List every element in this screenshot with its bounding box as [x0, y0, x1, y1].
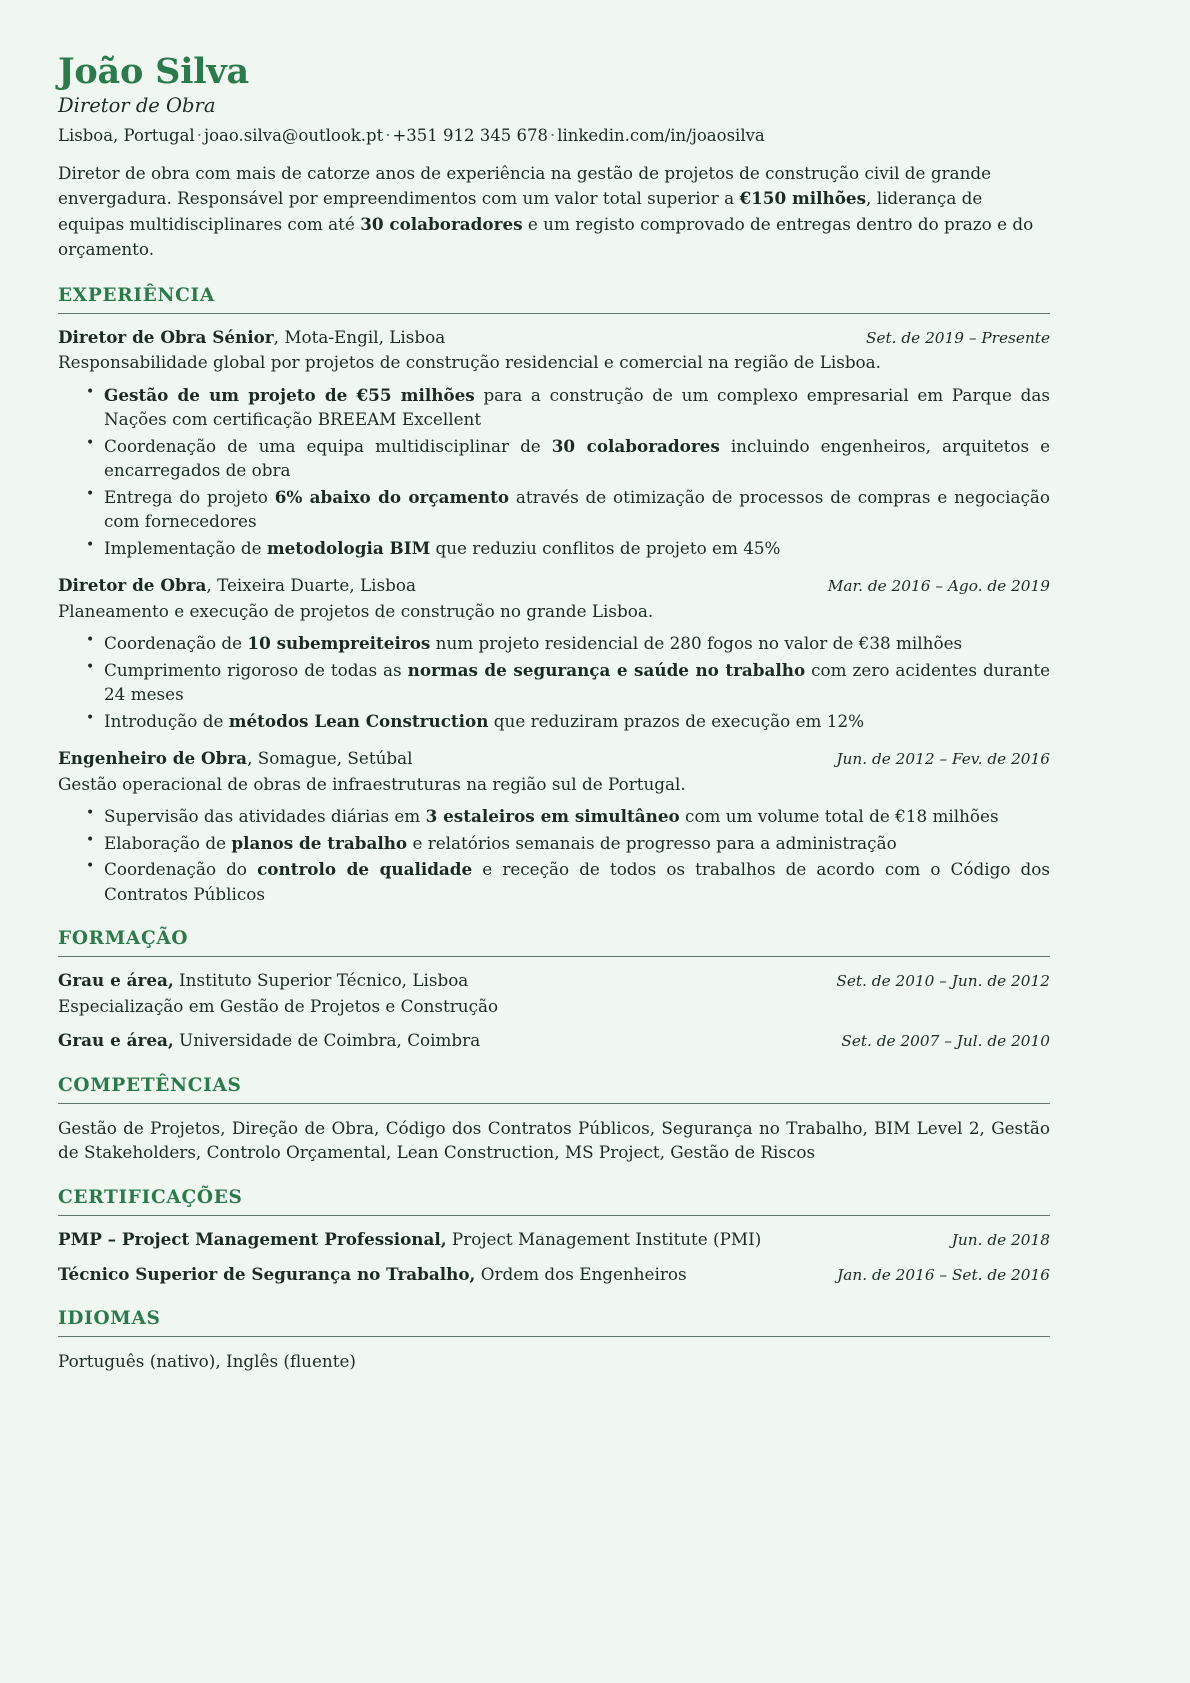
- entry-head: [58, 1029, 1050, 1053]
- list-item: [86, 631, 1050, 656]
- entry-date: Mar. de 2016 – Ago. de 2019: [827, 577, 1050, 596]
- certification-issuer: Project Management Institute (PMI): [446, 1229, 762, 1250]
- entry-head: [58, 1263, 1050, 1287]
- contact-email[interactable]: joao.silva@outlook.pt: [203, 125, 384, 145]
- contact-location: Lisboa, Portugal: [58, 125, 195, 145]
- entry-heading: [58, 1228, 936, 1252]
- section-title-education: FORMAÇÃO: [58, 928, 189, 950]
- bullet-highlight: 3 estaleiros em simultâneo: [425, 806, 680, 827]
- section-title-certifications: CERTIFICAÇÕES: [58, 1187, 243, 1209]
- entry-bullet-list: [58, 804, 1050, 906]
- bullet-post: com um volume total de €18 milhões: [679, 806, 999, 827]
- bullet-highlight: métodos Lean Construction: [228, 710, 489, 731]
- section-rule-languages: [58, 1336, 1050, 1337]
- bullet-highlight: 6% abaixo do orçamento: [274, 486, 510, 507]
- entry-summary: Especialização em Gestão de Projetos e Construção: [58, 995, 499, 1016]
- entry-bullet-list: [58, 383, 1050, 561]
- bullet-pre: Elaboração de: [104, 832, 232, 853]
- entry-heading: [58, 1029, 825, 1053]
- summary-text-1: Diretor de obra com mais de catorze anos de experiência na gestão de projetos de construção civil de grande envergadura. Responsável por empreendimentos com um valor total superior a: [58, 162, 992, 209]
- education-entry: [58, 969, 1050, 1018]
- experience-entry: [58, 574, 1050, 733]
- entry-heading: [58, 969, 820, 993]
- bullet-pre: Entrega do projeto: [104, 486, 275, 507]
- section-title-languages: IDIOMAS: [58, 1308, 161, 1330]
- bullet-highlight: controlo de qualidade: [257, 859, 473, 880]
- entry-head: [58, 574, 1050, 598]
- bullet-post: incluindo engenheiros, arquitetos e encarregados de obra: [104, 435, 1051, 481]
- bullet-pre: Cumprimento rigoroso de todas as: [104, 659, 408, 680]
- entry-heading: [58, 574, 812, 598]
- bullet-highlight: Gestão de um projeto de €55 milhões: [104, 384, 475, 405]
- summary-highlight-2: 30 colaboradores: [360, 213, 523, 234]
- bullet-pre: Coordenação do: [104, 859, 258, 880]
- entry-role: Diretor de Obra Sénior: [58, 326, 274, 347]
- section-rule-experience: [58, 313, 1050, 314]
- bullet-post: através de otimização de processos de compras e negociação com fornecedores: [104, 486, 1050, 532]
- summary-highlight-1: €150 milhões: [739, 188, 867, 209]
- list-item: [86, 536, 1050, 561]
- entry-summary: Planeamento e execução de projetos de construção no grande Lisboa.: [58, 600, 654, 621]
- entry-bullet-list: [58, 631, 1050, 733]
- professional-summary: [58, 161, 1050, 263]
- entry-heading: [58, 326, 850, 350]
- entry-org: , Mota-Engil, Lisboa: [273, 326, 446, 347]
- list-item: [86, 857, 1050, 906]
- bullet-post: com zero acidentes durante 24 meses: [104, 659, 1051, 705]
- entry-summary: Responsabilidade global por projetos de construção residencial e comercial na região de Lisboa.: [58, 352, 882, 373]
- bullet-pre: Coordenação de: [104, 633, 248, 654]
- entry-role: Diretor de Obra: [58, 575, 207, 596]
- entry-date: Set. de 2019 – Presente: [865, 328, 1050, 347]
- summary-text-3: e um registo comprovado de entregas dentro do prazo e do orçamento.: [58, 213, 1034, 260]
- section-skills: [58, 1075, 1050, 1166]
- bullet-post: para a construção de um complexo empresarial em Parque das Nações com certificação BREEAM Excellent: [104, 384, 1050, 430]
- bullet-post: num projeto residencial de 280 fogos no valor de €38 milhões: [430, 633, 963, 654]
- resume-content: [58, 52, 1050, 1374]
- section-rule-skills: [58, 1103, 1050, 1104]
- entry-date: Jan. de 2016 – Set. de 2016: [837, 1265, 1050, 1284]
- list-item: [86, 658, 1050, 707]
- bullet-pre: Supervisão das atividades diárias em: [104, 806, 426, 827]
- entry-head: [58, 1228, 1050, 1252]
- contact-linkedin[interactable]: linkedin.com/in/joaosilva: [557, 125, 765, 145]
- contact-separator-2: ·: [385, 125, 391, 145]
- entry-date: Set. de 2010 – Jun. de 2012: [836, 972, 1050, 991]
- education-entry: [58, 1029, 1050, 1053]
- list-item: [86, 383, 1050, 432]
- bullet-post: que reduziram prazos de execução em 12%: [488, 710, 865, 731]
- candidate-headline: Diretor de Obra: [58, 94, 216, 118]
- section-certifications: [58, 1187, 1050, 1286]
- section-title-experience: EXPERIÊNCIA: [58, 284, 215, 306]
- bullet-highlight: metodologia BIM: [266, 537, 431, 558]
- bullet-post: e relatórios semanais de progresso para a administração: [407, 832, 897, 853]
- section-rule-education: [58, 956, 1050, 957]
- certification-name: Técnico Superior de Segurança no Trabalho,: [58, 1263, 476, 1284]
- certification-name: PMP – Project Management Professional,: [58, 1229, 447, 1250]
- bullet-post: e receção de todos os trabalhos de acordo com o Código dos Contratos Públicos: [104, 859, 1050, 904]
- entry-head: [58, 326, 1050, 350]
- section-rule-certifications: [58, 1215, 1050, 1216]
- entry-date: Set. de 2007 – Jul. de 2010: [841, 1032, 1050, 1051]
- bullet-post: que reduziu conflitos de projeto em 45%: [430, 537, 781, 558]
- entry-head: [58, 969, 1050, 993]
- bullet-pre: Coordenação de uma equipa multidisciplinar de: [104, 435, 552, 456]
- entry-heading: [58, 1263, 821, 1287]
- list-item: [86, 709, 1050, 734]
- certification-issuer: Ordem dos Engenheiros: [475, 1263, 687, 1284]
- section-education: [58, 928, 1050, 1052]
- entry-date: Jun. de 2018: [951, 1231, 1050, 1250]
- section-title-skills: COMPETÊNCIAS: [58, 1074, 242, 1096]
- entry-org: , Somague, Setúbal: [247, 748, 413, 769]
- bullet-pre: Introdução de: [104, 710, 229, 731]
- bullet-highlight: 30 colaboradores: [551, 435, 720, 456]
- section-languages: [58, 1308, 1050, 1374]
- bullet-highlight: normas de segurança e saúde no trabalho: [407, 659, 806, 680]
- bullet-pre: Implementação de: [104, 537, 267, 558]
- languages-list: Português (nativo), Inglês (fluente): [58, 1351, 356, 1372]
- entry-org: , Teixeira Duarte, Lisboa: [206, 575, 416, 596]
- entry-institution: Instituto Superior Técnico, Lisboa: [173, 970, 469, 991]
- entry-role: Engenheiro de Obra: [58, 748, 248, 769]
- entry-heading: [58, 747, 820, 771]
- entry-degree: Grau e área,: [58, 1030, 174, 1051]
- entry-head: [58, 747, 1050, 771]
- certification-entry: [58, 1263, 1050, 1287]
- experience-entry: [58, 326, 1050, 560]
- experience-entry: [58, 747, 1050, 906]
- entry-degree: Grau e área,: [58, 970, 174, 991]
- summary-text-2: , liderança de equipas multidisciplinares com até: [58, 188, 983, 234]
- contact-separator-3: ·: [550, 125, 556, 145]
- resume-header: [58, 52, 1050, 263]
- candidate-name: João Silva: [58, 51, 249, 92]
- bullet-highlight: planos de trabalho: [231, 832, 408, 853]
- contact-line: [58, 125, 1050, 147]
- bullet-highlight: 10 subempreiteiros: [247, 633, 431, 654]
- list-item: [86, 831, 1050, 856]
- section-experience: [58, 285, 1050, 906]
- entry-date: Jun. de 2012 – Fev. de 2016: [836, 750, 1050, 769]
- list-item: [86, 804, 1050, 829]
- entry-summary: Gestão operacional de obras de infraestruturas na região sul de Portugal.: [58, 773, 686, 794]
- entry-institution: Universidade de Coimbra, Coimbra: [173, 1030, 481, 1051]
- contact-separator-1: ·: [196, 125, 202, 145]
- list-item: [86, 434, 1050, 483]
- certification-entry: [58, 1228, 1050, 1252]
- contact-phone[interactable]: +351 912 345 678: [392, 125, 548, 145]
- list-item: [86, 485, 1050, 534]
- skills-list: Gestão de Projetos, Direção de Obra, Código dos Contratos Públicos, Segurança no Trabalho, BIM Level 2, Gestão de Stakeholders, Controlo Orçamental, Lean Construction, MS Project, Gestão de Riscos: [58, 1117, 1050, 1163]
